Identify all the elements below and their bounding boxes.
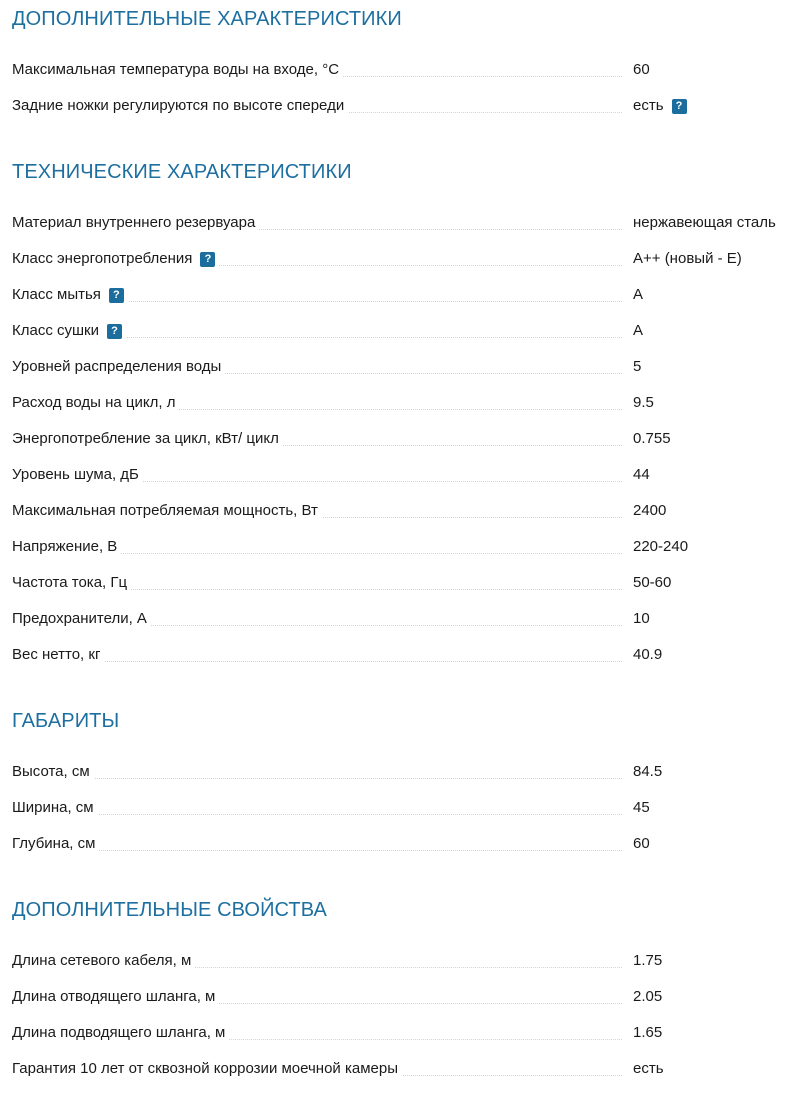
section-title-additional-characteristics: ДОПОЛНИТЕЛЬНЫЕ ХАРАКТЕРИСТИКИ <box>12 8 402 30</box>
section-title-additional-properties: ДОПОЛНИТЕЛЬНЫЕ СВОЙСТВА <box>12 899 327 921</box>
spec-value: 60 <box>633 835 650 852</box>
spec-label: Глубина, см <box>12 832 99 856</box>
spec-label: Расход воды на цикл, л <box>12 391 179 415</box>
spec-value: 2400 <box>633 502 667 519</box>
spec-label: Энергопотребление за цикл, кВт/ цикл <box>12 427 283 451</box>
section-title-technical-characteristics: ТЕХНИЧЕСКИЕ ХАРАКТЕРИСТИКИ <box>12 161 352 183</box>
spec-value: 10 <box>633 610 650 627</box>
spec-value: 0.755 <box>633 430 671 447</box>
spec-label: Задние ножки регулируются по высоте спереди <box>12 94 348 118</box>
help-icon[interactable]: ? <box>672 99 687 114</box>
spec-row-rear-feet-adjustable <box>12 94 787 118</box>
spec-label: Класс мытья ? <box>12 283 128 307</box>
spec-value: 40.9 <box>633 646 663 663</box>
spec-row-net-weight <box>12 643 787 667</box>
spec-label: Класс сушки ? <box>12 319 126 343</box>
spec-value: 50-60 <box>633 574 672 591</box>
spec-label: Длина отводящего шланга, м <box>12 985 219 1009</box>
spec-value: есть ? <box>633 94 687 118</box>
spec-label: Длина сетевого кабеля, м <box>12 949 195 973</box>
spec-value: 44 <box>633 466 650 483</box>
spec-row-voltage <box>12 535 787 559</box>
spec-value: 60 <box>633 61 650 78</box>
dotted-leader <box>12 778 622 779</box>
spec-value: A++ (новый - E) <box>633 250 742 267</box>
spec-label: Напряжение, В <box>12 535 121 559</box>
spec-value: A <box>633 322 644 339</box>
spec-value: 9.5 <box>633 394 654 411</box>
spec-row-drying-class <box>12 319 787 343</box>
spec-label: Высота, см <box>12 760 94 784</box>
spec-row-depth <box>12 832 787 856</box>
spec-value: нержавеющая сталь <box>633 214 776 231</box>
spec-label: Максимальная потребляемая мощность, Вт <box>12 499 322 523</box>
spec-label: Длина подводящего шланга, м <box>12 1021 229 1045</box>
spec-label: Материал внутреннего резервуара <box>12 211 259 235</box>
spec-value: 1.65 <box>633 1024 663 1041</box>
spec-label: Ширина, см <box>12 796 98 820</box>
spec-label: Предохранители, А <box>12 607 151 631</box>
help-icon[interactable]: ? <box>107 324 122 339</box>
spec-row-max-inlet-temp <box>12 58 787 82</box>
spec-value: 45 <box>633 799 650 816</box>
spec-row-energy-consumption <box>12 427 787 451</box>
spec-row-width <box>12 796 787 820</box>
spec-row-inlet-hose-length <box>12 1021 787 1045</box>
spec-value: 1.75 <box>633 952 663 969</box>
section-title-dimensions: ГАБАРИТЫ <box>12 710 120 732</box>
spec-row-fuses <box>12 607 787 631</box>
spec-label: Вес нетто, кг <box>12 643 104 667</box>
help-icon[interactable]: ? <box>200 252 215 267</box>
spec-row-power-cable-length <box>12 949 787 973</box>
spec-row-water-levels <box>12 355 787 379</box>
spec-value: есть <box>633 1060 664 1077</box>
spec-row-height <box>12 760 787 784</box>
spec-value: 220-240 <box>633 538 689 555</box>
spec-label: Частота тока, Гц <box>12 571 131 595</box>
spec-label: Уровней распределения воды <box>12 355 225 379</box>
spec-row-noise-level <box>12 463 787 487</box>
spec-row-washing-class <box>12 283 787 307</box>
spec-row-energy-class <box>12 247 787 271</box>
spec-value: 2.05 <box>633 988 663 1005</box>
spec-row-max-power <box>12 499 787 523</box>
spec-label: Класс энергопотребления ? <box>12 247 219 271</box>
spec-row-water-consumption <box>12 391 787 415</box>
spec-value: A <box>633 286 644 303</box>
spec-value: 84.5 <box>633 763 663 780</box>
spec-value: 5 <box>633 358 642 375</box>
help-icon[interactable]: ? <box>109 288 124 303</box>
spec-row-drain-hose-length <box>12 985 787 1009</box>
spec-row-frequency <box>12 571 787 595</box>
spec-label: Максимальная температура воды на входе, °C <box>12 58 343 82</box>
spec-row-tank-material <box>12 211 787 235</box>
dotted-leader <box>12 850 622 851</box>
spec-row-corrosion-warranty <box>12 1057 787 1081</box>
dotted-leader <box>12 814 622 815</box>
spec-label: Гарантия 10 лет от сквозной коррозии моечной камеры <box>12 1057 402 1081</box>
spec-label: Уровень шума, дБ <box>12 463 143 487</box>
